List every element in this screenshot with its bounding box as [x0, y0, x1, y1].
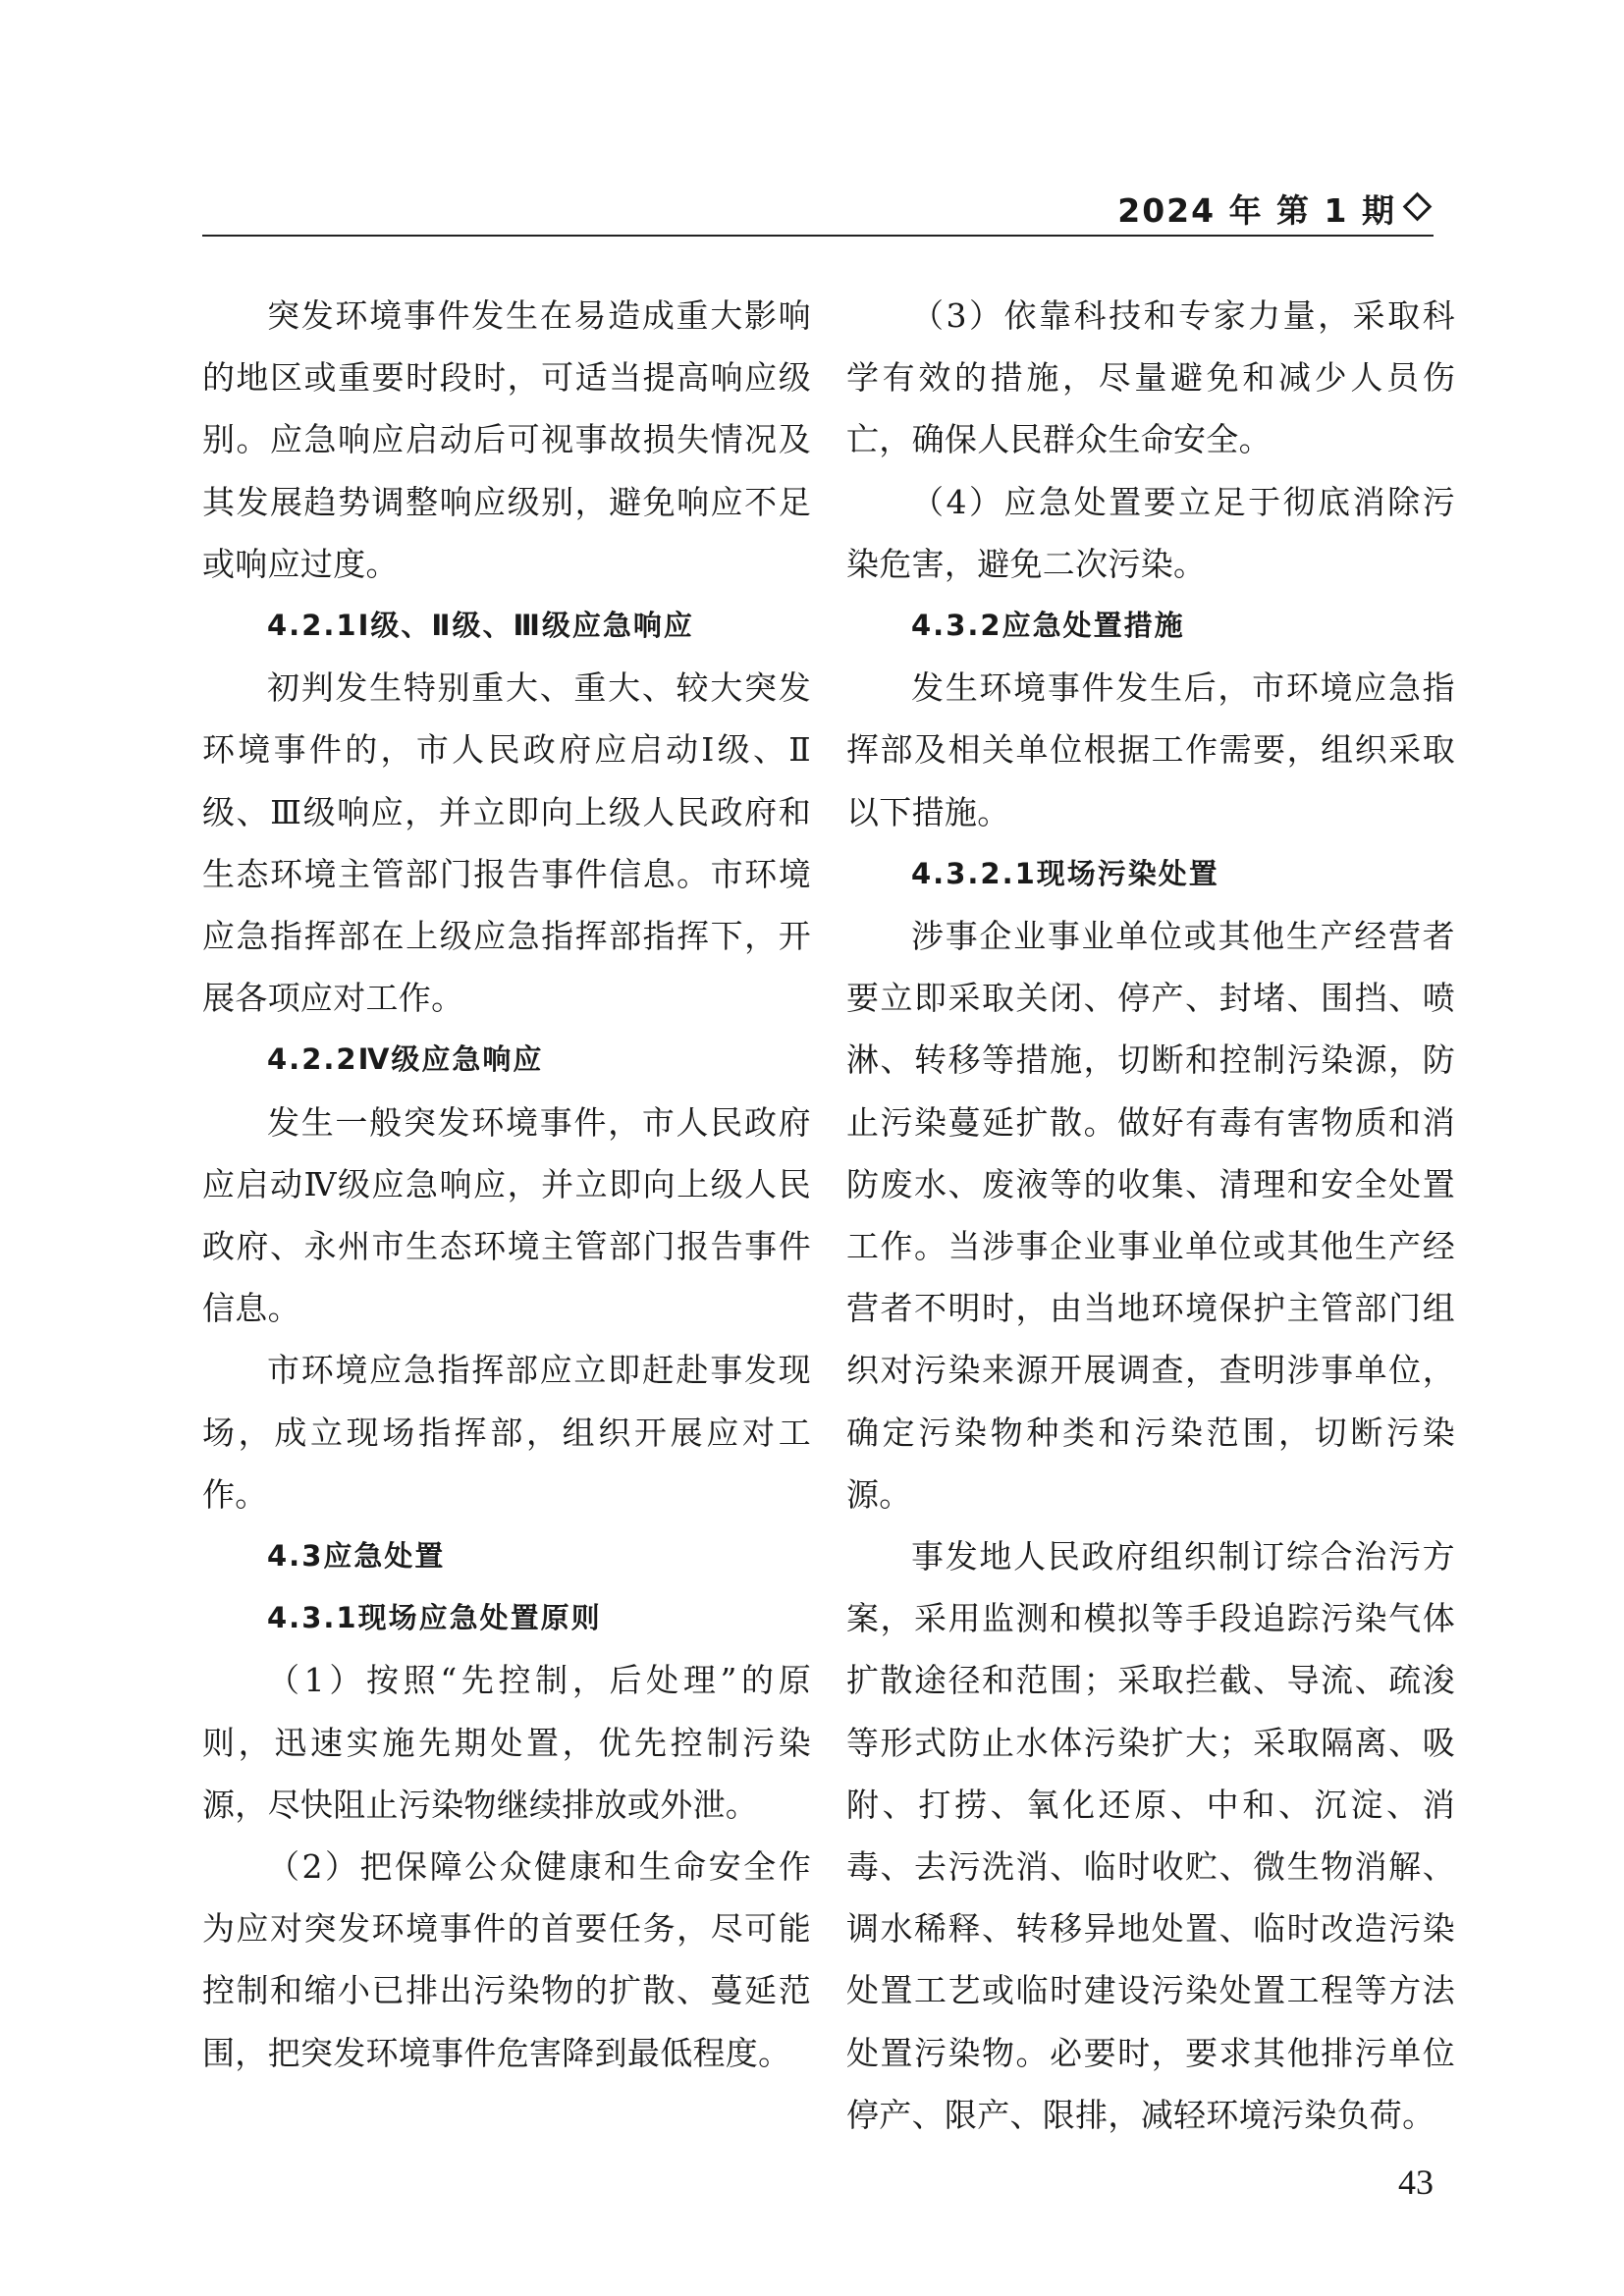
- section-heading: 4.3.2应急处置措施: [911, 609, 1185, 643]
- left-column: [202, 285, 811, 2084]
- paragraph: 事发地人民政府组织制订综合治污方案，采用监测和模拟等手段追踪污染气体扩散途径和范围；采取拦截、导流、疏浚等形式防止水体污染扩大；采取隔离、吸附、打捞、氧化还原、中和、沉淀、消毒、去污洗消、临时收贮、微生物消解、调水稀释、转移异地处置、临时改造污染处置工艺或临时建设污染处置工程等方法处置污染物。必要时，要求其他排污单位停产、限产、限排，减轻环境污染负荷。: [846, 1537, 1455, 2134]
- section-heading: 4.3.2.1现场污染处置: [911, 856, 1219, 890]
- paragraph: 发生环境事件发生后，市环境应急指挥部及相关单位根据工作需要，组织采取以下措施。: [846, 668, 1455, 831]
- paragraph: 发生一般突发环境事件，市人民政府应启动Ⅳ级应急响应，并立即向上级人民政府、永州市生态环境主管部门报告事件信息。: [202, 1102, 811, 1328]
- page-number: 43: [1398, 2163, 1434, 2202]
- section-heading: 4.3.1现场应急处置原则: [267, 1601, 602, 1635]
- paragraph: （3）依靠科技和专家力量，采取科学有效的措施，尽量避免和减少人员伤亡，确保人民群众生命安全。: [846, 296, 1455, 459]
- right-column: [846, 285, 1455, 2146]
- running-header: [202, 182, 1434, 231]
- section-heading: 4.2.1Ⅰ级、Ⅱ级、Ⅲ级应急响应: [267, 609, 694, 643]
- paragraph: 初判发生特别重大、重大、较大突发环境事件的，市人民政府应启动Ⅰ级、Ⅱ级、Ⅲ级响应，并立即向上级人民政府和生态环境主管部门报告事件信息。市环境应急指挥部在上级应急指挥部指挥下，开展各项应对工作。: [202, 668, 811, 1018]
- header-rule: [202, 235, 1434, 237]
- section-heading: 4.3应急处置: [267, 1539, 446, 1574]
- section-heading: 4.2.2Ⅳ级应急响应: [267, 1042, 544, 1077]
- paragraph: 突发环境事件发生在易造成重大影响的地区或重要时段时，可适当提高响应级别。应急响应启动后可视事故损失情况及其发展趋势调整响应级别，避免响应不足或响应过度。: [202, 296, 811, 583]
- paragraph: （2）把保障公众健康和生命安全作为应对突发环境事件的首要任务，尽可能控制和缩小已排出污染物的扩散、蔓延范围，把突发环境事件危害降到最低程度。: [202, 1847, 811, 2072]
- paragraph: （4）应急处置要立足于彻底消除污染危害，避免二次污染。: [846, 482, 1455, 583]
- paragraph: （1）按照“先控制，后处理”的原则，迅速实施先期处置，优先控制污染源，尽快阻止污染物继续排放或外泄。: [202, 1661, 811, 1824]
- paragraph: 涉事企业事业单位或其他生产经营者要立即采取关闭、停产、封堵、围挡、喷淋、转移等措施，切断和控制污染源，防止污染蔓延扩散。做好有毒有害物质和消防废水、废液等的收集、清理和安全处置工作。当涉事企业事业单位或其他生产经营者不明时，由当地环境保护主管部门组织对污染来源开展调查，查明涉事单位，确定污染物种类和污染范围，切断污染源。: [846, 917, 1455, 1514]
- paragraph: 市环境应急指挥部应立即赶赴事发现场，成立现场指挥部，组织开展应对工作。: [202, 1351, 811, 1514]
- issue-label: 2024 年 第 1 期: [1117, 191, 1396, 230]
- diamond-icon: [1403, 192, 1433, 222]
